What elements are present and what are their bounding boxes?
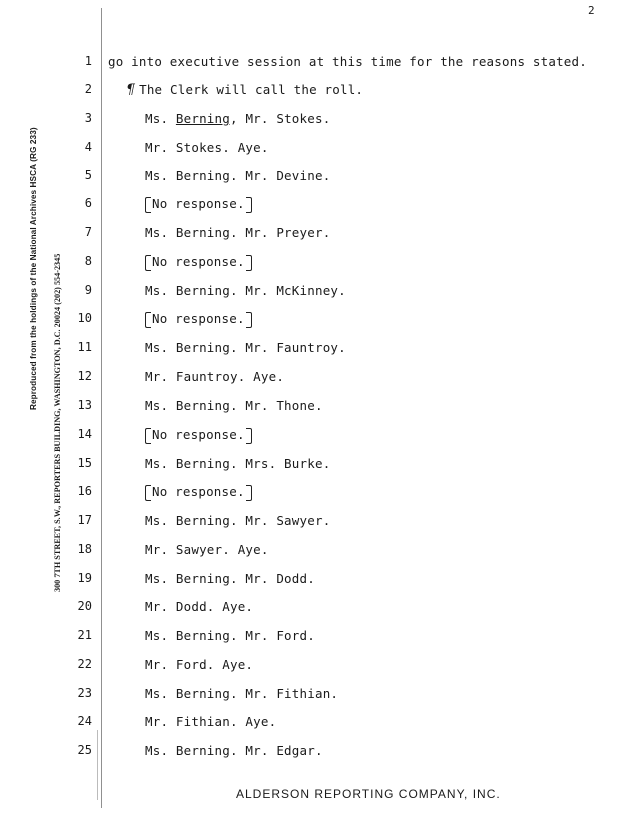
line-text: No response. (152, 427, 245, 442)
line-number: 22 (77, 657, 92, 671)
line-text: Ms. Berning. Mr. Preyer. (145, 225, 331, 240)
line-number: 23 (77, 686, 92, 700)
line-number: 12 (77, 369, 92, 383)
line-number: 10 (77, 311, 92, 325)
bracketed-text (145, 311, 252, 328)
bracketed-text (145, 484, 252, 501)
line-text: Ms. Berning. Mr. Fithian. (145, 686, 339, 701)
open-bracket (145, 197, 151, 213)
line-text: Ms. Berning. Mr. Devine. (145, 168, 331, 183)
line-number: 19 (77, 571, 92, 585)
line-number: 21 (77, 628, 92, 642)
line-text: No response. (152, 196, 245, 211)
reporter-address: 300 7TH STREET, S.W., REPORTERS BUILDING, WASHINGTON, D.C. 20024 (202) 554-2345 (53, 253, 62, 592)
open-bracket (145, 255, 151, 271)
page-number: 2 (588, 4, 595, 17)
close-bracket (246, 255, 252, 271)
line-number: 4 (84, 140, 92, 154)
close-bracket (246, 197, 252, 213)
close-bracket (246, 428, 252, 444)
bracketed-text (145, 254, 252, 271)
line-number: 5 (84, 168, 92, 182)
line-text: Mr. Fithian. Aye. (145, 714, 277, 729)
left-margin-rule-lower (97, 730, 98, 800)
line-number: 17 (77, 513, 92, 527)
line-text: Ms. Berning. Mr. Edgar. (145, 743, 323, 758)
open-bracket (145, 485, 151, 501)
line-text: Ms. Berning. Mr. Ford. (145, 628, 315, 643)
line-number: 8 (84, 254, 92, 268)
line-text: Ms. Berning. Mr. Dodd. (145, 571, 315, 586)
line-text-wrapper (145, 111, 330, 126)
line-text: Mr. Dodd. Aye. (145, 599, 254, 614)
line-number: 2 (84, 82, 92, 96)
open-bracket (145, 428, 151, 444)
line-text: Mr. Sawyer. Aye. (145, 542, 269, 557)
line-number: 1 (84, 54, 92, 68)
line-number: 3 (84, 111, 92, 125)
line-number: 25 (77, 743, 92, 757)
bracketed-text (145, 427, 252, 444)
archive-stamp: Reproduced from the holdings of the National Archives HSCA (RG 233) (29, 127, 38, 410)
line-number: 11 (77, 340, 92, 354)
line-number: 13 (77, 398, 92, 412)
paragraph-mark: ¶ (126, 82, 136, 98)
line-number: 15 (77, 456, 92, 470)
line-text: Ms. Berning. Mr. Fauntroy. (145, 340, 346, 355)
line-number: 14 (77, 427, 92, 441)
line-text: Ms. Berning. Mr. Sawyer. (145, 513, 331, 528)
line-text: go into executive session at this time for the reasons stated. (108, 54, 587, 69)
line-text-underlined: Berning (175, 111, 230, 126)
line-text: No response. (152, 254, 245, 269)
line-number: 9 (84, 283, 92, 297)
line-text: Ms. Berning. Mr. McKinney. (145, 283, 346, 298)
close-bracket (246, 312, 252, 328)
line-text: The Clerk will call the roll. (139, 82, 364, 97)
left-margin-rule (101, 8, 102, 808)
line-text: Mr. Fauntroy. Aye. (145, 369, 285, 384)
open-bracket (145, 312, 151, 328)
line-number: 18 (77, 542, 92, 556)
line-text: Ms. Berning. Mr. Thone. (145, 398, 323, 413)
line-text: Ms. Berning. Mrs. Burke. (145, 456, 331, 471)
reporting-company-footer: ALDERSON REPORTING COMPANY, INC. (236, 787, 501, 801)
line-text: No response. (152, 311, 245, 326)
line-text: Mr. Ford. Aye. (145, 657, 254, 672)
bracketed-text (145, 196, 252, 213)
line-text-pre: Ms. (145, 111, 176, 126)
line-number: 7 (84, 225, 92, 239)
line-text-post: , Mr. Stokes. (230, 111, 331, 126)
close-bracket (246, 485, 252, 501)
line-text: Mr. Stokes. Aye. (145, 140, 269, 155)
line-number: 24 (77, 714, 92, 728)
line-text-wrapper (126, 82, 363, 98)
line-number: 20 (77, 599, 92, 613)
line-number: 16 (77, 484, 92, 498)
line-text: No response. (152, 484, 245, 499)
line-number: 6 (84, 196, 92, 210)
